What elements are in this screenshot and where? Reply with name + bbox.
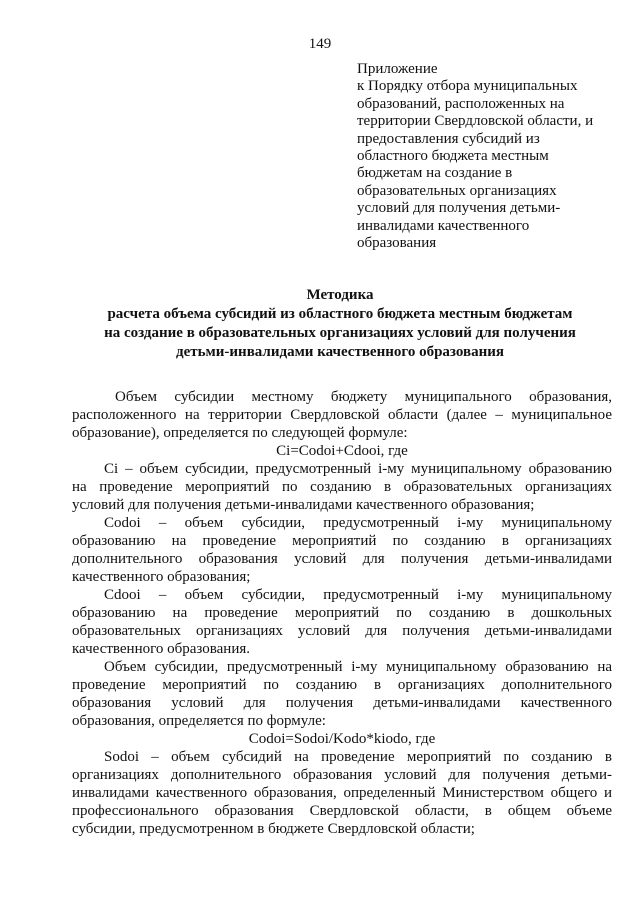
body-line: условий для получения детьми-инвалидами качественного образования;	[72, 497, 535, 513]
appendix-line: к Порядку отбора муниципальных	[357, 78, 578, 95]
title-line: расчета объема субсидий из областного бюджета местным бюджетам	[107, 306, 573, 322]
body-line: на проведение мероприятий по созданию в образовательных организациях	[72, 479, 612, 495]
body-line: образования условий для получения детьми-инвалидами качественного	[72, 695, 612, 711]
appendix-note	[357, 61, 617, 252]
body-line: субсидии, предусмотренном в бюджете Свердловской области;	[72, 821, 475, 837]
body-line: организациях дополнительного образования условий для получения детьми-	[72, 767, 612, 783]
body-line: качественного образования;	[72, 569, 251, 585]
appendix-line: образований, расположенных на	[357, 95, 565, 112]
body-line: проведение мероприятий по созданию в организациях дополнительного	[72, 677, 612, 693]
body-line: дополнительного образования условий для получения детьми-инвалидами	[72, 551, 612, 567]
appendix-line: предоставления субсидий из	[357, 130, 540, 147]
appendix-line: территории Свердловской области, и	[357, 113, 594, 130]
body-line: образовательных организациях условий для получения детьми-инвалидами	[72, 623, 612, 639]
body-line: расположенного на территории Свердловской области (далее – муниципальное	[72, 407, 612, 423]
formula-line: Ci=Codoi+Cdooi, где	[276, 443, 408, 459]
body-line: Cdooi – объем субсидии, предусмотренный i-му муниципальному	[104, 587, 612, 603]
title-line: на создание в образовательных организациях условий для получения	[104, 325, 576, 341]
body-line: Codoi – объем субсидии, предусмотренный i-му муниципальному	[104, 515, 612, 531]
body-line: Sodoi – объем субсидий на проведение мероприятий по созданию в	[104, 749, 612, 765]
body-line: Объем субсидии местному бюджету муниципального образования,	[115, 389, 612, 405]
page-number: 149	[308, 36, 332, 52]
body-line: образования, определяется по формуле:	[72, 713, 326, 729]
body-line: Ci – объем субсидии, предусмотренный i-му муниципальному образованию	[104, 461, 612, 477]
appendix-line: Приложение	[357, 61, 438, 77]
appendix-line: бюджетам на создание в	[357, 165, 513, 182]
document-title	[60, 286, 620, 362]
appendix-line: образовательных организациях	[357, 182, 557, 199]
body-line: образованию на проведение мероприятий по созданию в организациях	[72, 533, 612, 549]
formula-line: Codoi=Sodoi/Kodo*kiodo, где	[248, 731, 436, 747]
body-line: Объем субсидии, предусмотренный i-му муниципальному образованию на	[104, 659, 612, 675]
document-body	[72, 388, 612, 838]
body-line: образованию на проведение мероприятий по созданию в дошкольных	[72, 605, 612, 621]
title-line: детьми-инвалидами качественного образования	[176, 344, 504, 360]
body-line: качественного образования.	[72, 641, 251, 657]
appendix-line: инвалидами качественного	[357, 217, 530, 234]
body-line: инвалидами качественного образования, определенный Министерством общего и	[72, 785, 612, 801]
title-heading: Методика	[306, 287, 374, 303]
appendix-line: образования	[357, 235, 437, 252]
appendix-line: областного бюджета местным	[357, 148, 549, 165]
body-line: образование), определяется по следующей формуле:	[72, 425, 408, 441]
appendix-line: условий для получения детьми-	[357, 200, 561, 217]
body-line: профессионального образования Свердловской области, в общем объеме	[72, 803, 612, 819]
